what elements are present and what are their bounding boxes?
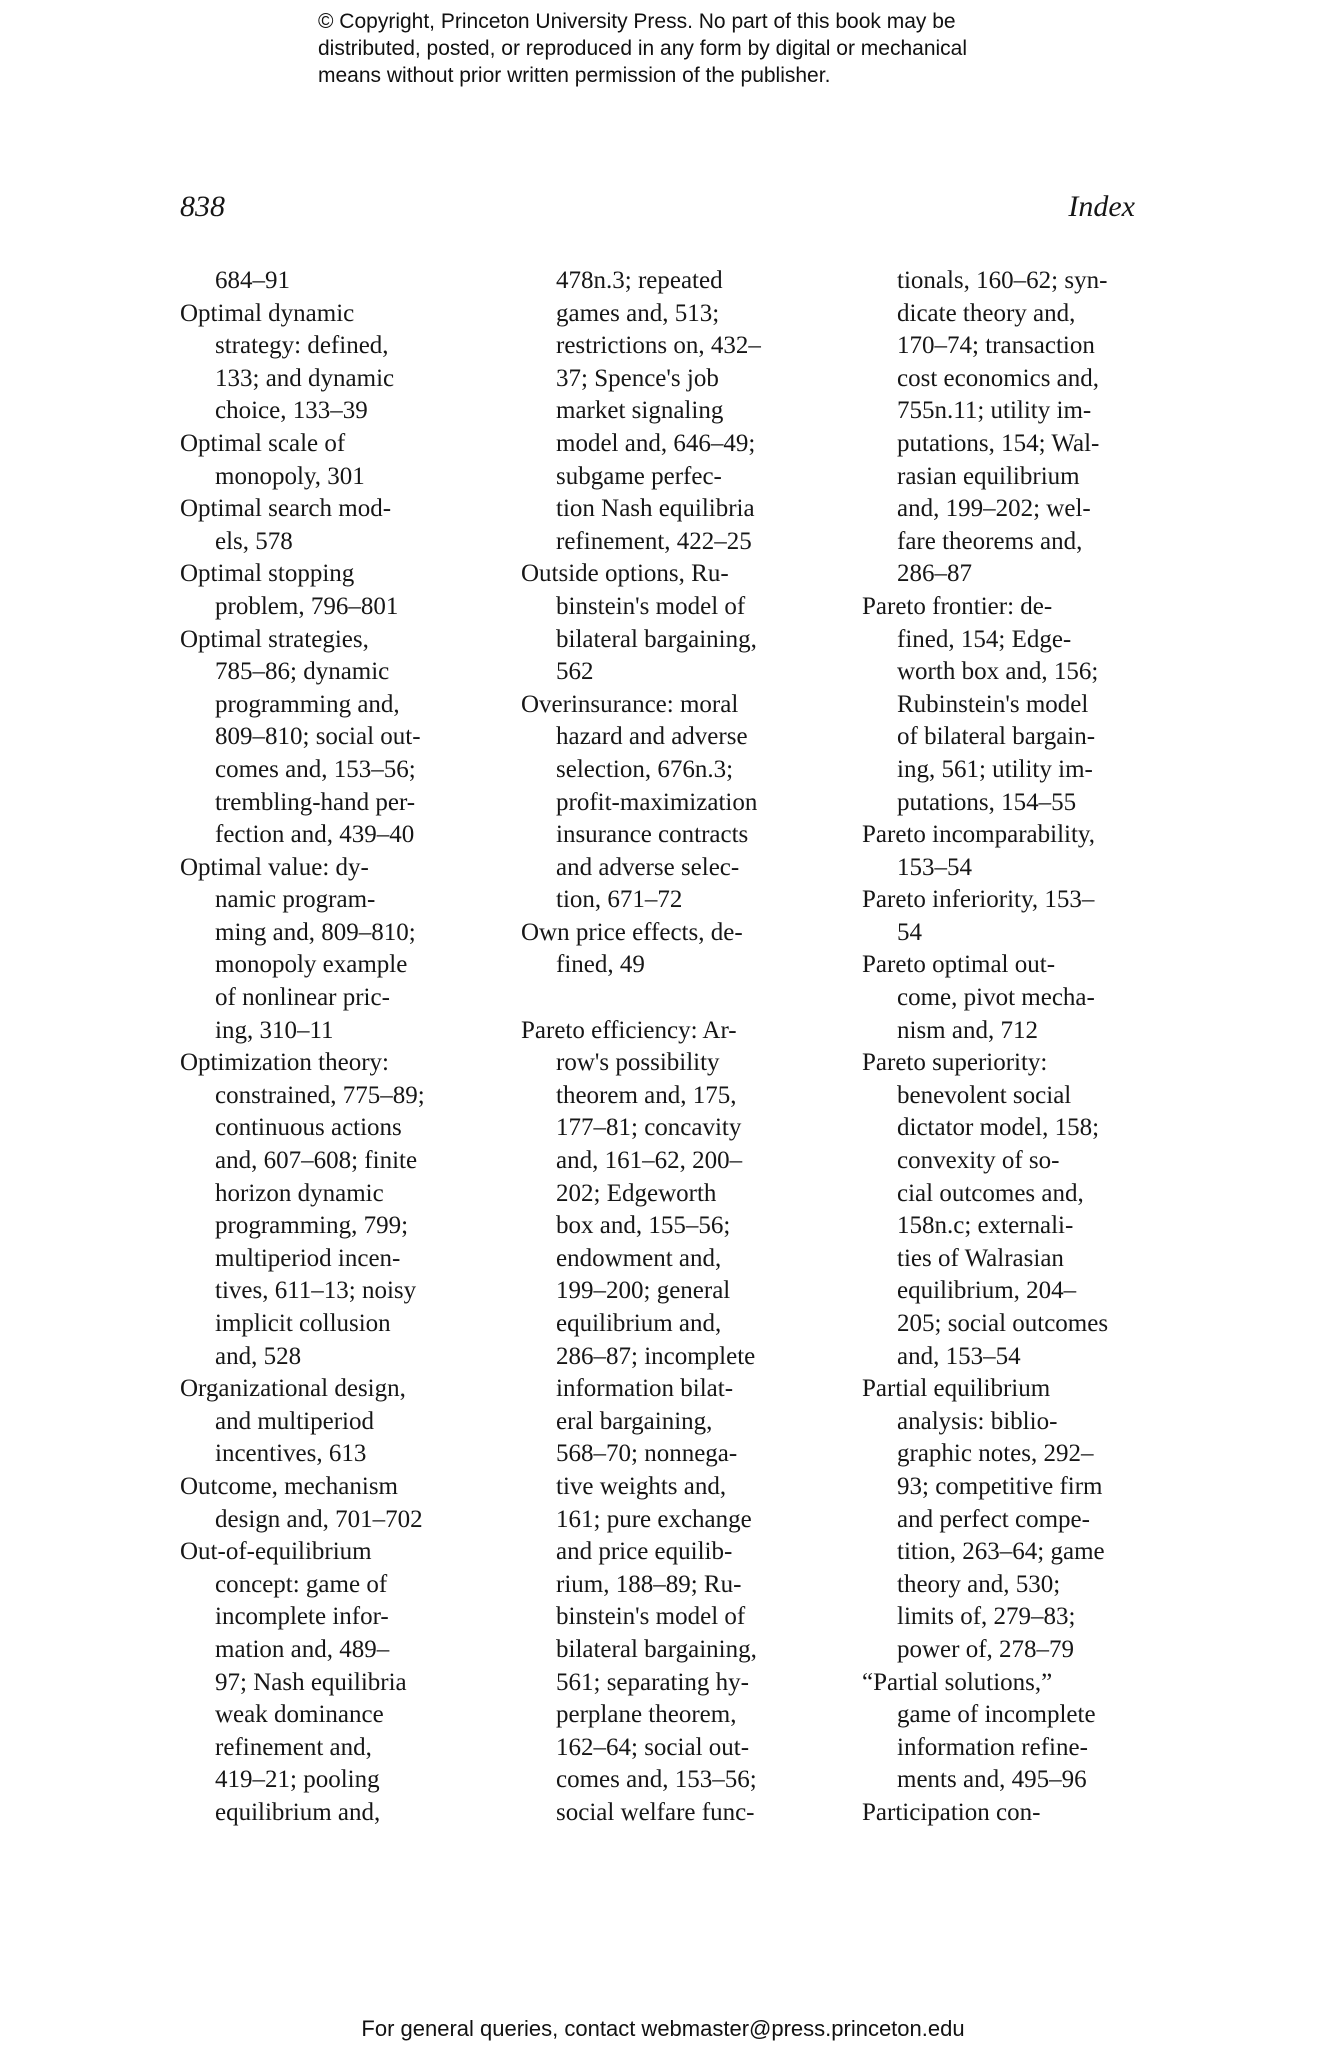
index-entry-line: refinement and,	[215, 1733, 372, 1761]
index-entry-heading: Optimal search mod-	[180, 495, 392, 523]
index-entry-line: benevolent social	[897, 1081, 1072, 1109]
index-entry-line: binstein's model of	[556, 592, 746, 620]
index-entry-line: monopoly, 301	[215, 462, 365, 490]
index-entry-line: ing, 310–11	[215, 1016, 334, 1044]
copyright-line: © Copyright, Princeton University Press. No part of this book may be	[318, 10, 956, 33]
index-entry-line: equilibrium and,	[215, 1798, 381, 1826]
index-entry-line: rasian equilibrium	[897, 462, 1080, 490]
index-entry-line: come, pivot mecha-	[897, 984, 1095, 1012]
index-entry-line: 568–70; nonnega-	[556, 1440, 738, 1468]
index-entry-line: programming and,	[215, 690, 400, 718]
letter-gap	[521, 982, 851, 1015]
index-entry-line: theorem and, 175,	[556, 1081, 737, 1109]
index-entry-heading: “Partial solutions,”	[862, 1668, 1053, 1696]
index-entry-line: 755n.11; utility im-	[897, 397, 1092, 425]
index-entry-line: and perfect compe-	[897, 1505, 1090, 1533]
index-entry-line: and, 161–62, 200–	[556, 1147, 743, 1175]
index-entry-line: 785–86; dynamic	[215, 658, 390, 686]
index-entry-line: 205; social outcomes	[897, 1310, 1109, 1337]
index-entry-heading: Own price effects, de-	[521, 918, 743, 946]
index-entry-line: mation and, 489–	[215, 1635, 390, 1663]
index-entry-line: 93; competitive firm	[897, 1472, 1103, 1500]
index-entry-line: and, 607–608; finite	[215, 1147, 418, 1175]
index-entry-line: ments and, 495–96	[897, 1766, 1087, 1794]
index-entry-line: ties of Walrasian	[897, 1244, 1064, 1272]
index-entry-line: namic program-	[215, 886, 376, 914]
index-entry-line: concept: game of	[215, 1570, 388, 1598]
index-entry-line: 286–87; incomplete	[556, 1342, 756, 1370]
index-entry-line: 170–74; transaction	[897, 332, 1095, 360]
index-entry-heading: Pareto superiority:	[862, 1049, 1048, 1077]
index-entry-line: 286–87	[897, 560, 972, 588]
index-entry-line: 54	[897, 918, 922, 946]
index-entry-heading: Pareto efficiency: Ar-	[521, 1016, 737, 1044]
index-entry-line: tionals, 160–62; syn-	[897, 267, 1108, 294]
index-entry-line: strategy: defined,	[215, 332, 389, 360]
index-entry-line: box and, 155–56;	[556, 1212, 731, 1240]
page-number: 838	[180, 190, 225, 223]
index-entry-line: market signaling	[556, 397, 724, 425]
index-entry-line: cost economics and,	[897, 364, 1100, 392]
index-entry-heading: Pareto optimal out-	[862, 951, 1056, 979]
index-entry-line: binstein's model of	[556, 1603, 746, 1631]
index-entry-line: fection and, 439–40	[215, 821, 415, 849]
index-entry-line: and multiperiod	[215, 1407, 374, 1435]
index-entry-heading: Optimal stopping	[180, 560, 355, 588]
index-entry-line: 478n.3; repeated	[556, 267, 723, 294]
index-entry-line: subgame perfec-	[556, 462, 722, 490]
index-entry-line: bilateral bargaining,	[556, 625, 757, 653]
index-entry-heading: Optimal value: dy-	[180, 853, 369, 881]
index-entry-line: els, 578	[215, 527, 293, 555]
index-entry-heading: Organizational design,	[180, 1375, 406, 1403]
index-entry-heading: Out-of-equilibrium	[180, 1538, 372, 1566]
index-entry-line: problem, 796–801	[215, 592, 399, 620]
footer-contact: For general queries, contact webmaster@press.princeton.edu	[361, 2016, 965, 2041]
index-entry-line: monopoly example	[215, 951, 408, 979]
index-entry-heading: Pareto frontier: de-	[862, 592, 1053, 620]
index-entry-line: comes and, 153–56;	[556, 1766, 757, 1794]
index-entry-line: 97; Nash equilibria	[215, 1668, 407, 1696]
index-entry-line: weak dominance	[215, 1701, 384, 1729]
index-entry-line: selection, 676n.3;	[556, 755, 734, 783]
index-entry-line: refinement, 422–25	[556, 527, 752, 555]
index-entry-line: and price equilib-	[556, 1538, 733, 1566]
index-entry-line: 202; Edgeworth	[556, 1179, 717, 1207]
index-entry-line: tition, 263–64; game	[897, 1538, 1105, 1566]
index-entry-line: 158n.c; externali-	[897, 1212, 1074, 1240]
index-entry-heading: 684–91	[215, 267, 290, 294]
index-entry-heading: Pareto incomparability,	[862, 821, 1096, 849]
index-entry-heading: Pareto inferiority, 153–	[862, 886, 1095, 914]
index-entry-line: 561; separating hy-	[556, 1668, 750, 1696]
running-head: Index	[1068, 190, 1135, 223]
index-entry-line: model and, 646–49;	[556, 429, 756, 457]
index-entry-line: graphic notes, 292–	[897, 1440, 1094, 1468]
index-entry-line: bilateral bargaining,	[556, 1635, 757, 1663]
index-entry-line: and, 199–202; wel-	[897, 495, 1091, 523]
index-entry-line: of nonlinear pric-	[215, 984, 390, 1012]
index-entry-line: 133; and dynamic	[215, 364, 395, 392]
index-entry-line: tion, 671–72	[556, 886, 683, 914]
index-entry-line: limits of, 279–83;	[897, 1603, 1076, 1631]
index-entry-line: ing, 561; utility im-	[897, 755, 1093, 783]
index-entry-line: trembling-hand per-	[215, 788, 416, 816]
index-entry-line: continuous actions	[215, 1114, 402, 1142]
index-entry-line: row's possibility	[556, 1049, 720, 1077]
index-entry-line: dictator model, 158;	[897, 1114, 1100, 1142]
index-entry-line: theory and, 530;	[897, 1570, 1061, 1598]
index-entry-line: information refine-	[897, 1733, 1088, 1761]
index-entry-line: choice, 133–39	[215, 397, 368, 425]
index-entry-line: hazard and adverse	[556, 723, 748, 751]
index-entry-line: Rubinstein's model	[897, 690, 1089, 718]
index-entry-heading: Outcome, mechanism	[180, 1472, 398, 1500]
index-entry-line: incentives, 613	[215, 1440, 367, 1468]
index-entry-line: 37; Spence's job	[556, 364, 719, 392]
index-entry-line: fare theorems and,	[897, 527, 1083, 555]
index-entry-line: and, 153–54	[897, 1342, 1021, 1370]
index-entry-line: equilibrium and,	[556, 1310, 722, 1337]
index-entry-line: 562	[556, 658, 594, 686]
index-entry-heading: Overinsurance: moral	[521, 690, 739, 718]
index-entry-line: putations, 154; Wal-	[897, 429, 1100, 457]
index-entry-line: 162–64; social out-	[556, 1733, 750, 1761]
index-entry-line: eral bargaining,	[556, 1407, 713, 1435]
index-entry-line: 419–21; pooling	[215, 1766, 380, 1794]
index-entry-line: incomplete infor-	[215, 1603, 389, 1631]
index-entry-line: analysis: biblio-	[897, 1407, 1058, 1435]
index-entry-line: of bilateral bargain-	[897, 723, 1096, 751]
index-entry-line: cial outcomes and,	[897, 1179, 1084, 1207]
index-entry-line: comes and, 153–56;	[215, 755, 416, 783]
index-entry-line: fined, 49	[556, 951, 645, 979]
copyright-notice	[318, 8, 1078, 89]
index-entry-line: putations, 154–55	[897, 788, 1077, 816]
copyright-line: distributed, posted, or reproduced in any form by digital or mechanical	[318, 37, 968, 60]
index-entry-line: equilibrium, 204–	[897, 1277, 1077, 1305]
index-entry-line: 153–54	[897, 853, 972, 881]
index-entry-line: horizon dynamic	[215, 1179, 384, 1207]
index-entry-line: 161; pure exchange	[556, 1505, 752, 1533]
copyright-line: means without prior written permission of the publisher.	[318, 64, 831, 87]
index-entry-line: tion Nash equilibria	[556, 495, 755, 523]
index-entry-line: profit-maximization	[556, 788, 758, 816]
index-entry-heading: Participation con-	[862, 1798, 1041, 1826]
index-entry-line: endowment and,	[556, 1244, 722, 1272]
index-entry-line: 809–810; social out-	[215, 723, 421, 751]
index-entry-line: and adverse selec-	[556, 853, 740, 881]
index-entry-line: convexity of so-	[897, 1147, 1060, 1175]
index-entry-heading: Optimal strategies,	[180, 625, 369, 653]
index-entry-line: social welfare func-	[556, 1798, 755, 1826]
index-column-2	[521, 265, 851, 1830]
index-entry-line: power of, 278–79	[897, 1635, 1075, 1663]
index-entry-line: constrained, 775–89;	[215, 1081, 425, 1109]
index-entry-line: programming, 799;	[215, 1212, 409, 1240]
index-entry-line: information bilat-	[556, 1375, 734, 1403]
index-entry-heading: Outside options, Ru-	[521, 560, 729, 588]
index-entry-heading: Optimization theory:	[180, 1049, 389, 1077]
index-entry-line: restrictions on, 432–	[556, 332, 761, 360]
index-entry-line: implicit collusion	[215, 1310, 391, 1337]
index-entry-line: ming and, 809–810;	[215, 918, 416, 946]
index-entry-line: dicate theory and,	[897, 299, 1076, 327]
index-entry-heading: Optimal scale of	[180, 429, 346, 457]
index-entry-line: tives, 611–13; noisy	[215, 1277, 417, 1305]
index-entry-line: game of incomplete	[897, 1701, 1096, 1729]
index-entry-line: rium, 188–89; Ru-	[556, 1570, 742, 1598]
index-entry-line: perplane theorem,	[556, 1701, 737, 1729]
index-entry-line: nism and, 712	[897, 1016, 1038, 1044]
index-entry-heading: Optimal dynamic	[180, 299, 355, 327]
index-entry-line: games and, 513;	[556, 299, 720, 327]
index-entry-line: insurance contracts	[556, 821, 749, 849]
index-entry-line: 177–81; concavity	[556, 1114, 742, 1142]
index-column-1	[180, 265, 510, 1830]
index-entry-line: design and, 701–702	[215, 1505, 423, 1533]
index-entry-line: tive weights and,	[556, 1472, 727, 1500]
index-entry-line: worth box and, 156;	[897, 658, 1099, 686]
index-entry-line: 199–200; general	[556, 1277, 731, 1305]
index-column-3	[862, 265, 1162, 1830]
index-entry-heading: Partial equilibrium	[862, 1375, 1051, 1403]
index-entry-line: fined, 154; Edge-	[897, 625, 1072, 653]
index-entry-line: and, 528	[215, 1342, 302, 1370]
index-entry-line: multiperiod incen-	[215, 1244, 401, 1272]
